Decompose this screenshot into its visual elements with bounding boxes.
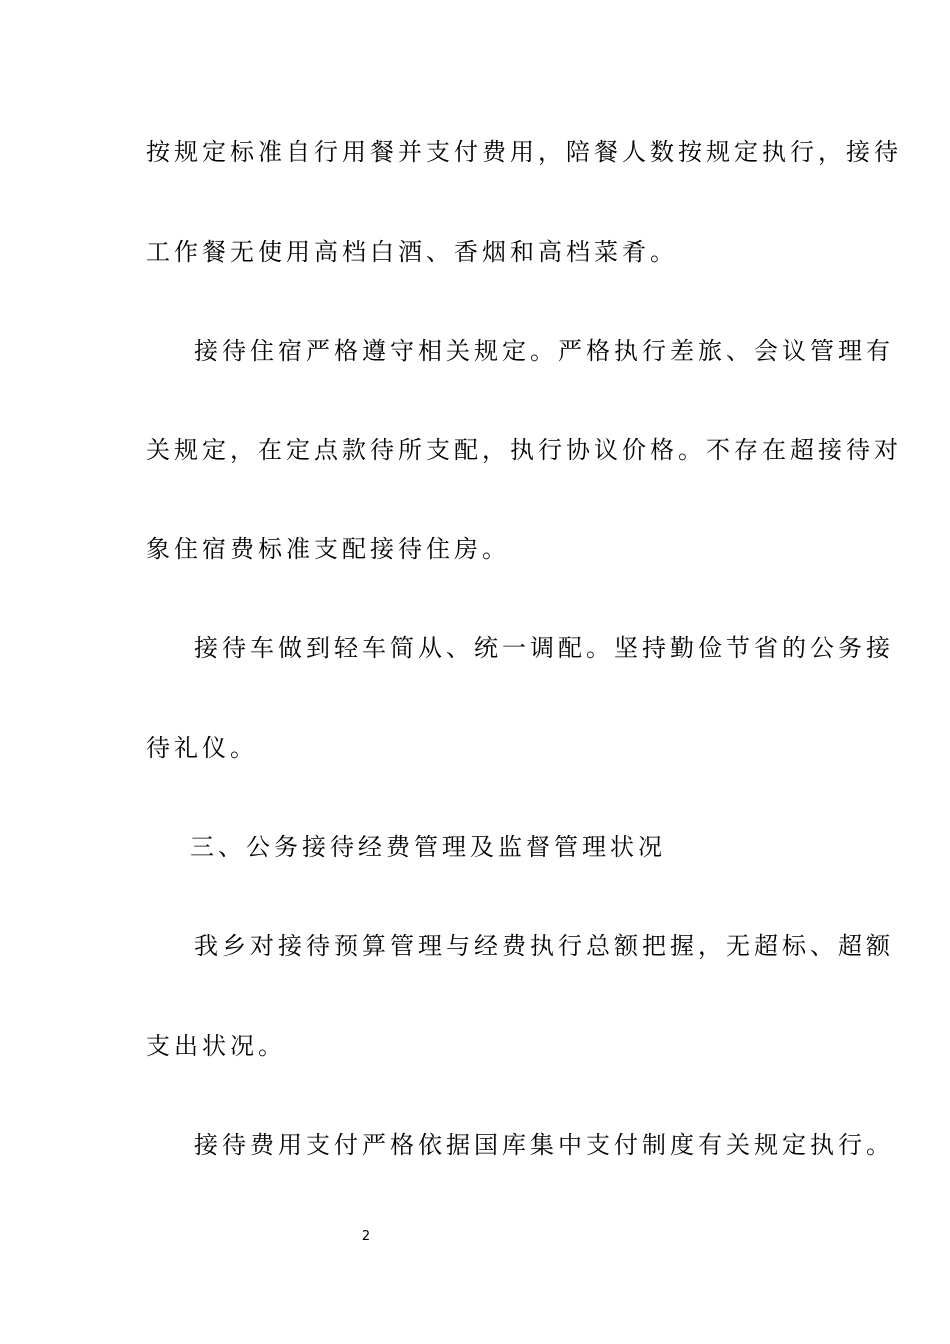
text-line-1: 按规定标准自行用餐并支付费用，陪餐人数按规定执行，接待 [146, 138, 902, 166]
text-line-10: 支出状况。 [146, 1032, 286, 1060]
text-line-5: 象住宿费标准支配接待住房。 [146, 535, 510, 563]
page-number: 2 [361, 1229, 371, 1244]
text-line-3: 接待住宿严格遵守相关规定。严格执行差旅、会议管理有 [194, 337, 894, 365]
section-heading: 三、公务接待经费管理及监督管理状况 [190, 833, 666, 861]
text-line-2: 工作餐无使用高档白酒、香烟和高档菜肴。 [146, 238, 678, 266]
text-line-11: 接待费用支付严格依据国库集中支付制度有关规定执行。 [194, 1131, 894, 1159]
text-line-4: 关规定，在定点款待所支配，执行协议价格。不存在超接待对 [146, 436, 902, 464]
text-line-9: 我乡对接待预算管理与经费执行总额把握，无超标、超额 [194, 932, 894, 960]
text-line-7: 待礼仪。 [146, 734, 258, 762]
text-line-6: 接待车做到轻车简从、统一调配。坚持勤俭节省的公务接 [194, 634, 894, 662]
